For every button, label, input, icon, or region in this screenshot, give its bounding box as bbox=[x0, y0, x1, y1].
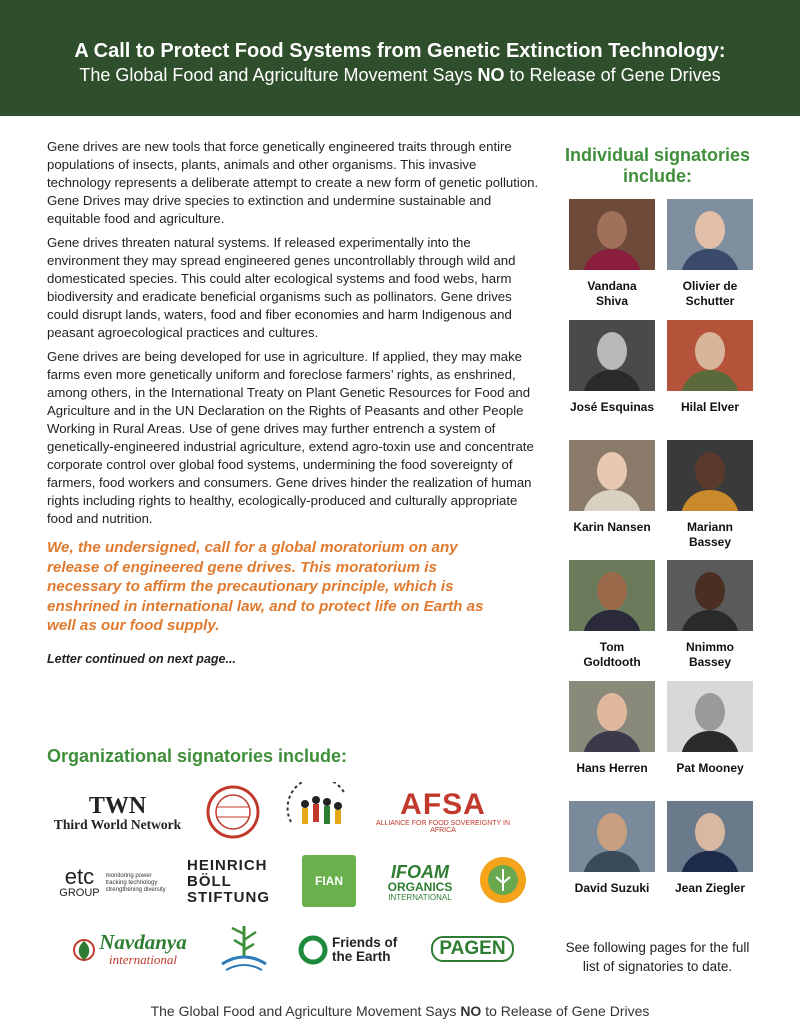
photo-mariann-bassey bbox=[667, 440, 753, 511]
photo-olivier-de-schutter bbox=[667, 199, 753, 270]
subtitle-pre: The Global Food and Agriculture Movement Says bbox=[79, 65, 478, 85]
signatory-name: Vandana Shiva bbox=[587, 279, 637, 308]
signatory-name: Nnimmo Bassey bbox=[686, 640, 734, 669]
photo-jose-esquinas bbox=[569, 320, 655, 391]
ifoam-logo-name: IFOAM bbox=[390, 861, 449, 882]
fian-logo-text: FIAN bbox=[315, 874, 343, 888]
twn-logo bbox=[50, 792, 185, 836]
navdanya-logo-name: Navdanya bbox=[99, 930, 187, 954]
acb-logo bbox=[478, 855, 528, 905]
page-footer bbox=[0, 1003, 800, 1019]
photo-vandana-shiva bbox=[569, 199, 655, 270]
iuf-emblem-icon bbox=[205, 784, 261, 840]
ifoam-logo bbox=[375, 858, 465, 906]
etc-logo-tagline: monitoring power tracking technology strengthening diversity bbox=[105, 872, 166, 893]
page-subtitle bbox=[0, 65, 800, 86]
header-banner bbox=[0, 0, 800, 116]
gfc-tree-icon bbox=[212, 920, 276, 976]
subtitle-post: to Release of Gene Drives bbox=[504, 65, 721, 85]
signatory-name: Olivier de Schutter bbox=[682, 279, 738, 308]
signatory-name: Jean Ziegler bbox=[674, 881, 746, 895]
foe-globe-icon bbox=[298, 935, 328, 965]
afsa-logo bbox=[373, 790, 513, 834]
subtitle-no: NO bbox=[477, 65, 505, 85]
pagen-logo-text: PAGEN bbox=[431, 936, 513, 962]
photo-jean-ziegler bbox=[667, 801, 753, 872]
page-title: A Call to Protect Food Systems from Genetic Extinction Technology: bbox=[74, 40, 726, 62]
paragraph-1: Gene drives are new tools that force genetically engineered traits through entire populations of insects, plants, animals and other organisms. This invasive technology represents a deliberate attempt to create a new form of genetic pollution. Gene Drives may drive species to extinction and undermine sustainable and equitable food and agriculture. bbox=[47, 139, 539, 226]
photo-david-suzuki bbox=[569, 801, 655, 872]
paragraph-2: Gene drives threaten natural systems. If released experimentally into the environment they may spread engineered genes uncontrollably through wild and domesticated species. This could alter ecological systems and food webs, harm biodiversity and eradicate beneficial organisms such as pollinators. Gene drives could disrupt lands, waters, food and fiber economies and harm Indigenous and peasant agroecological practices and cultures. bbox=[47, 235, 516, 340]
ifoam-logo-international: INTERNATIONAL bbox=[388, 892, 452, 902]
signatory-name: Karin Nansen bbox=[573, 520, 651, 534]
photo-nnimmo-bassey bbox=[667, 560, 753, 631]
footer-post: to Release of Gene Drives bbox=[481, 1003, 650, 1019]
signatory-name: Hilal Elver bbox=[680, 400, 740, 414]
signatory-name: José Esquinas bbox=[569, 400, 655, 414]
signatory-name: Tom Goldtooth bbox=[583, 640, 641, 669]
photo-tom-goldtooth bbox=[569, 560, 655, 631]
moratorium-callout: We, the undersigned, call for a global moratorium on any release of engineered gene drives. This moratorium is necessary to affirm the precautionary principle, which is enshrined in international law, and to protect life on Earth as well as our food supply. bbox=[47, 539, 484, 634]
photo-karin-nansen bbox=[569, 440, 655, 511]
photo-hans-herren bbox=[569, 681, 655, 752]
signatory-name: Hans Herren bbox=[576, 761, 648, 775]
see-more-note: See following pages for the full list of signatories to date. bbox=[565, 940, 750, 974]
etc-group-logo bbox=[50, 862, 175, 904]
signatory-name: Pat Mooney bbox=[676, 761, 744, 775]
afsa-logo-name: ALLIANCE FOR FOOD SOVEREIGNTY IN AFRICA bbox=[375, 820, 511, 834]
global-forest-coalition-logo bbox=[212, 920, 276, 976]
heinrich-boll-logo-text: HEINRICH BÖLL STIFTUNG bbox=[187, 857, 270, 906]
friends-of-the-earth-logo bbox=[298, 932, 403, 968]
fian-logo bbox=[302, 855, 356, 907]
footer-no: NO bbox=[460, 1003, 482, 1019]
footer-pre: The Global Food and Agriculture Movement Says bbox=[150, 1003, 461, 1019]
pagen-logo bbox=[420, 934, 525, 964]
twn-logo-acronym: TWN bbox=[88, 793, 147, 819]
paragraph-3: Gene drives are being developed for use in agriculture. If applied, they may make farms even more genetically uniform and foreclose farmers’ rights, as enshrined, among others, in the International Treaty on Plant Genetic Resources for Food and Agriculture and in the UN Declaration on the Rights of Peasants and other People Working in Rural Areas. Use of gene drives may further entrench a system of genetically-engineered industrial agriculture, extend agro-toxin use and concentrate corporate control over global food systems, undermining the food sovereignty of farmers, food workers and consumers. Gene drives hinder the realization of human rights including rights to healthy, ecologically-produced and culturally appropriate food and nutrition. bbox=[47, 349, 534, 526]
foe-logo-text: Friends of the Earth bbox=[332, 935, 398, 964]
org-signatories-heading: Organizational signatories include: bbox=[47, 746, 348, 766]
heinrich-boll-logo bbox=[187, 856, 287, 908]
individual-signatories-heading: Individual signatories include: bbox=[564, 145, 751, 186]
etc-logo-group: GROUP bbox=[59, 887, 100, 899]
photo-hilal-elver bbox=[667, 320, 753, 391]
signatory-name: David Suzuki bbox=[574, 881, 650, 895]
letter-body bbox=[47, 138, 542, 668]
navdanya-logo-intl: international bbox=[109, 952, 177, 967]
navdanya-logo bbox=[60, 926, 200, 974]
twn-logo-name: Third World Network bbox=[53, 817, 182, 832]
etc-logo-name: etc bbox=[64, 864, 95, 889]
via-campesina-figures-icon bbox=[283, 782, 353, 842]
signatory-name: Mariann Bassey bbox=[686, 520, 733, 549]
iuf-logo bbox=[205, 784, 261, 840]
navdanya-leaf-icon bbox=[73, 935, 95, 965]
photo-pat-mooney bbox=[667, 681, 753, 752]
acb-emblem-icon bbox=[478, 855, 528, 905]
afsa-logo-acronym: AFSA bbox=[400, 788, 486, 821]
ifoam-logo-organics: ORGANICS bbox=[387, 879, 453, 894]
via-campesina-logo bbox=[283, 782, 353, 842]
continued-note: Letter continued on next page... bbox=[47, 651, 236, 666]
